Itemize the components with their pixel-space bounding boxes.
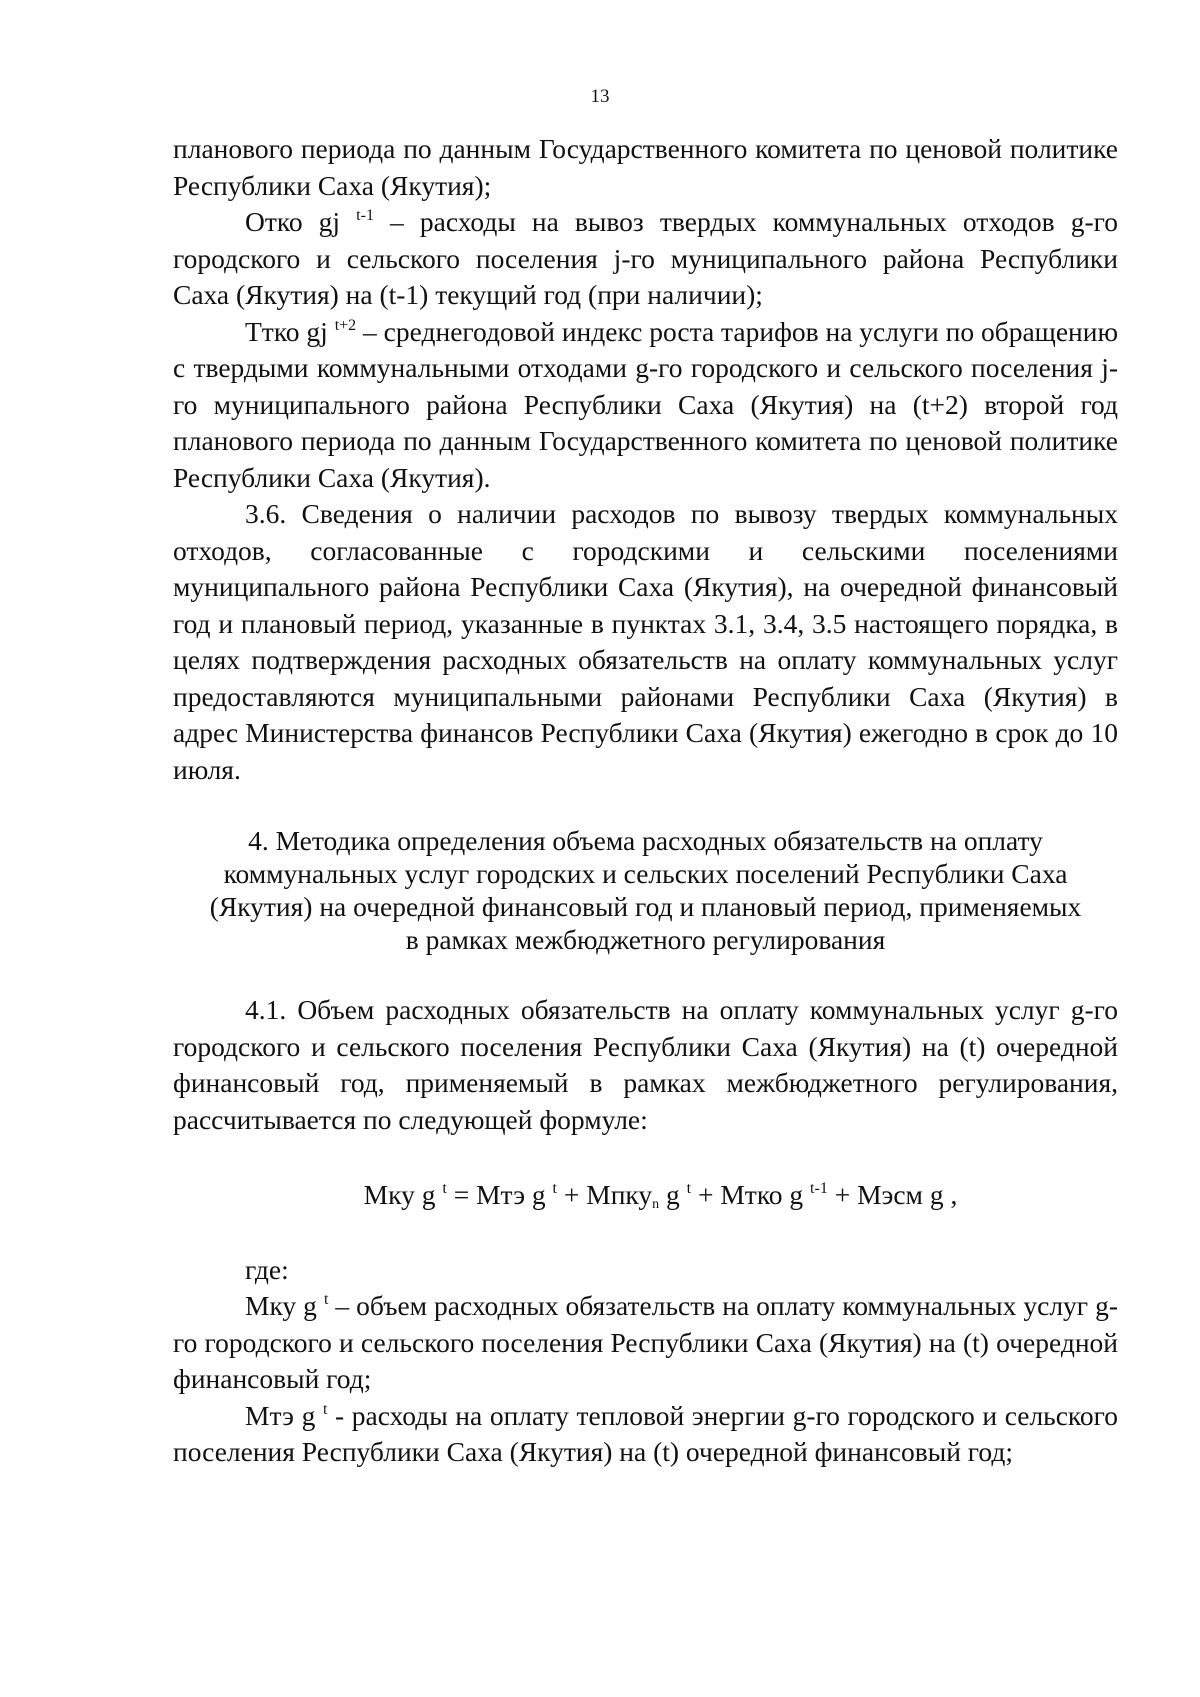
formula-part: Мку g [363, 1179, 436, 1210]
symbol-otko: Отко gj [245, 206, 341, 237]
document-body [173, 131, 1118, 1471]
definition-text: – среднегодовой индекс роста тарифов на услуги по обращению с твердыми коммунальными отходами g-го городского и сельского поселения j-го муниципального района Республики Саха (Якутия) на (t+2) второй год планового периода по данным Государственного комитета по ценовой политике Республики Саха (Якутия). [173, 315, 1119, 493]
heading-line: (Якутия) на очередной финансовый год и плановый период, применяемых [209, 891, 1082, 922]
formula-part: + Мтко g [691, 1179, 804, 1210]
formula [173, 1177, 1118, 1214]
formula-part: + Мпку [556, 1179, 653, 1210]
formula-part: + Мэсм g , [827, 1179, 958, 1210]
heading-line: в рамках межбюджетного регулирования [405, 924, 886, 955]
superscript: t [686, 1180, 692, 1197]
paragraph-4-1: 4.1. Объем расходных обязательств на оплату коммунальных услуг g-го городского и сельского поселения Республики Саха (Якутия) на (t) очередной финансовый год, применяемый в рамках межбюджетного регулирования, рассчитывается по следующей формуле: [173, 994, 1118, 1135]
formula-part: g [659, 1179, 680, 1210]
superscript: t-1 [810, 1180, 828, 1197]
definition-mte [173, 1398, 1118, 1471]
heading-line: коммунальных услуг городских и сельских поселений Республики Саха [223, 858, 1068, 889]
superscript: t [552, 1180, 557, 1197]
subscript: n [652, 1197, 660, 1212]
formula-part: = Мтэ g [446, 1179, 546, 1210]
definition-ttko [173, 314, 1118, 497]
superscript: t [322, 1400, 328, 1418]
superscript: t [323, 1291, 329, 1308]
superscript: t-1 [356, 207, 374, 224]
definition-text: – расходы на вывоз твердых коммунальных отходов g-го городского и сельского поселения j-го муниципального района Республики Саха (Якутия) на (t-1) текущий год (при наличии); [173, 206, 1118, 310]
paragraph-3-6: 3.6. Сведения о наличии расходов по вывозу твердых коммунальных отходов, согласованные с городскими и сельскими поселениями муниципального района Республики Саха (Якутия), на очередной финансовый год и плановый период, указанные в пунктах 3.1, 3.4, 3.5 настоящего порядка, в целях подтверждения расходных обязательств на оплату коммунальных услуг предоставляются муниципальными районами Республики Саха (Якутия) в адрес Министерства финансов Республики Саха (Якутия) ежегодно в срок до 10 июля. [173, 498, 1118, 785]
paragraph-continuation: планового периода по данным Государственного комитета по ценовой политике Республики Саха (Якутия); [173, 133, 1118, 201]
section-heading [173, 824, 1118, 956]
symbol-mte: Мтэ g [245, 1399, 316, 1431]
definition-text: – объем расходных обязательств на оплату коммунальных услуг g-го городского и сельского поселения Республики Саха (Якутия) на (t) очередной финансовый год; [173, 1290, 1118, 1394]
superscript: t+2 [334, 316, 357, 334]
page-number: 13 [590, 86, 610, 107]
heading-line: 4. Методика определения объема расходных обязательств на оплату [248, 825, 1043, 856]
definition-mku [173, 1288, 1118, 1398]
definition-text: - расходы на оплату тепловой энергии g-го городского и сельского поселения Республики Саха (Якутия) на (t) очередной финансовый год; [173, 1399, 1118, 1467]
definition-otko [173, 204, 1118, 314]
symbol-mku: Мку g [245, 1290, 317, 1321]
superscript: t [442, 1180, 447, 1197]
symbol-ttko: Ттко gj [245, 315, 328, 347]
where-label: где: [245, 1253, 289, 1285]
